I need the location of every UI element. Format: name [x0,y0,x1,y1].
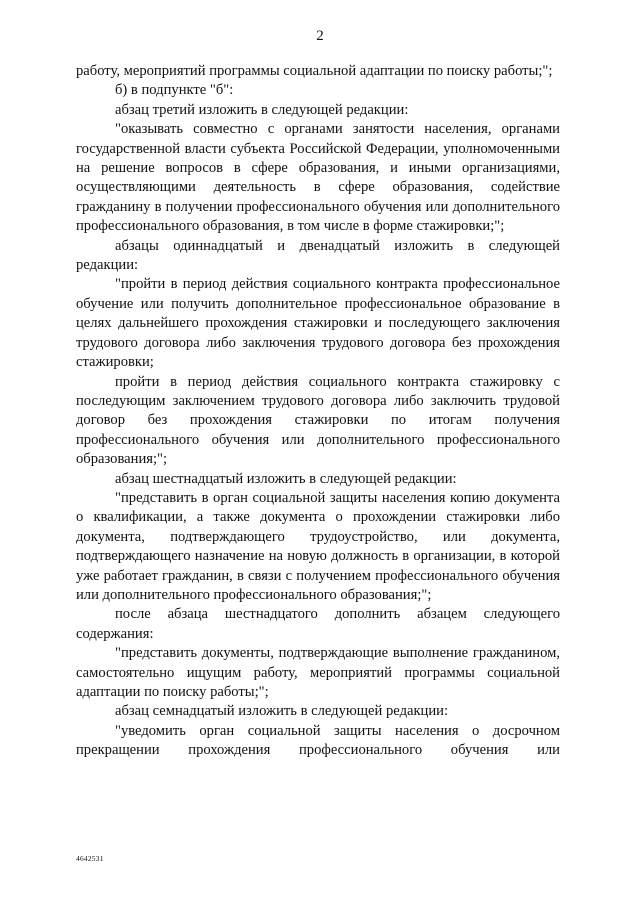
paragraph: после абзаца шестнадцатого дополнить абзацем следующего содержания: [76,606,560,642]
paragraph: работу, мероприятий программы социальной адаптации по поиску работы;"; [76,63,553,79]
paragraph: "оказывать совместно с органами занятости населения, органами государственной власти субъекта Российской Федерации, уполномоченными на решение вопросов в сфере образования, и иными организациями, осуществляющими деятельность в сфере образования, содействие гражданину в получении профессионального обучения или дополнительного профессионального образования, в том числе в форме стажировки;"; [76,121,560,235]
paragraph: "представить в орган социальной защиты населения копию документа о квалификации, а также документа о прохождении стажировки либо документа, подтверждающего трудоустройство, или документа, подтверждающего назначение на новую должность в организации, в которой уже работает гражданин, в связи с получением профессионального обучения или дополнительного профессионального образования;"; [76,489,560,603]
paragraph: пройти в период действия социального контракта стажировку с последующим заключением трудового договора либо заключить трудовой договор без прохождения стажировки по итогам получения профессионального обучения или дополнительного профессионального образования;"; [76,373,560,468]
paragraph: абзац семнадцатый изложить в следующей редакции: [115,703,449,720]
document-code: 4642531 [76,854,104,863]
document-body [76,62,560,761]
paragraph: "представить документы, подтверждающие выполнение гражданином, самостоятельно ищущим работу, мероприятий программы социальной адаптации по поиску работы;"; [76,645,560,700]
paragraph: абзац третий изложить в следующей редакции: [115,101,409,118]
paragraph: "пройти в период действия социального контракта профессиональное обучение или получить дополнительное профессиональное образование в целях дальнейшего прохождения стажировки и последующего заключения трудового договора либо заключения трудового договора без прохождения стажировки; [76,276,560,371]
page-number: 2 [316,28,324,44]
paragraph: абзац шестнадцатый изложить в следующей редакции: [115,470,457,487]
paragraph: абзацы одиннадцатый и двенадцатый изложить в следующей редакции: [76,237,560,274]
paragraph: б) в подпункте "б": [115,82,234,99]
paragraph: "уведомить орган социальной защиты населения о досрочном прекращении прохождения профессионального обучения или [76,722,560,759]
